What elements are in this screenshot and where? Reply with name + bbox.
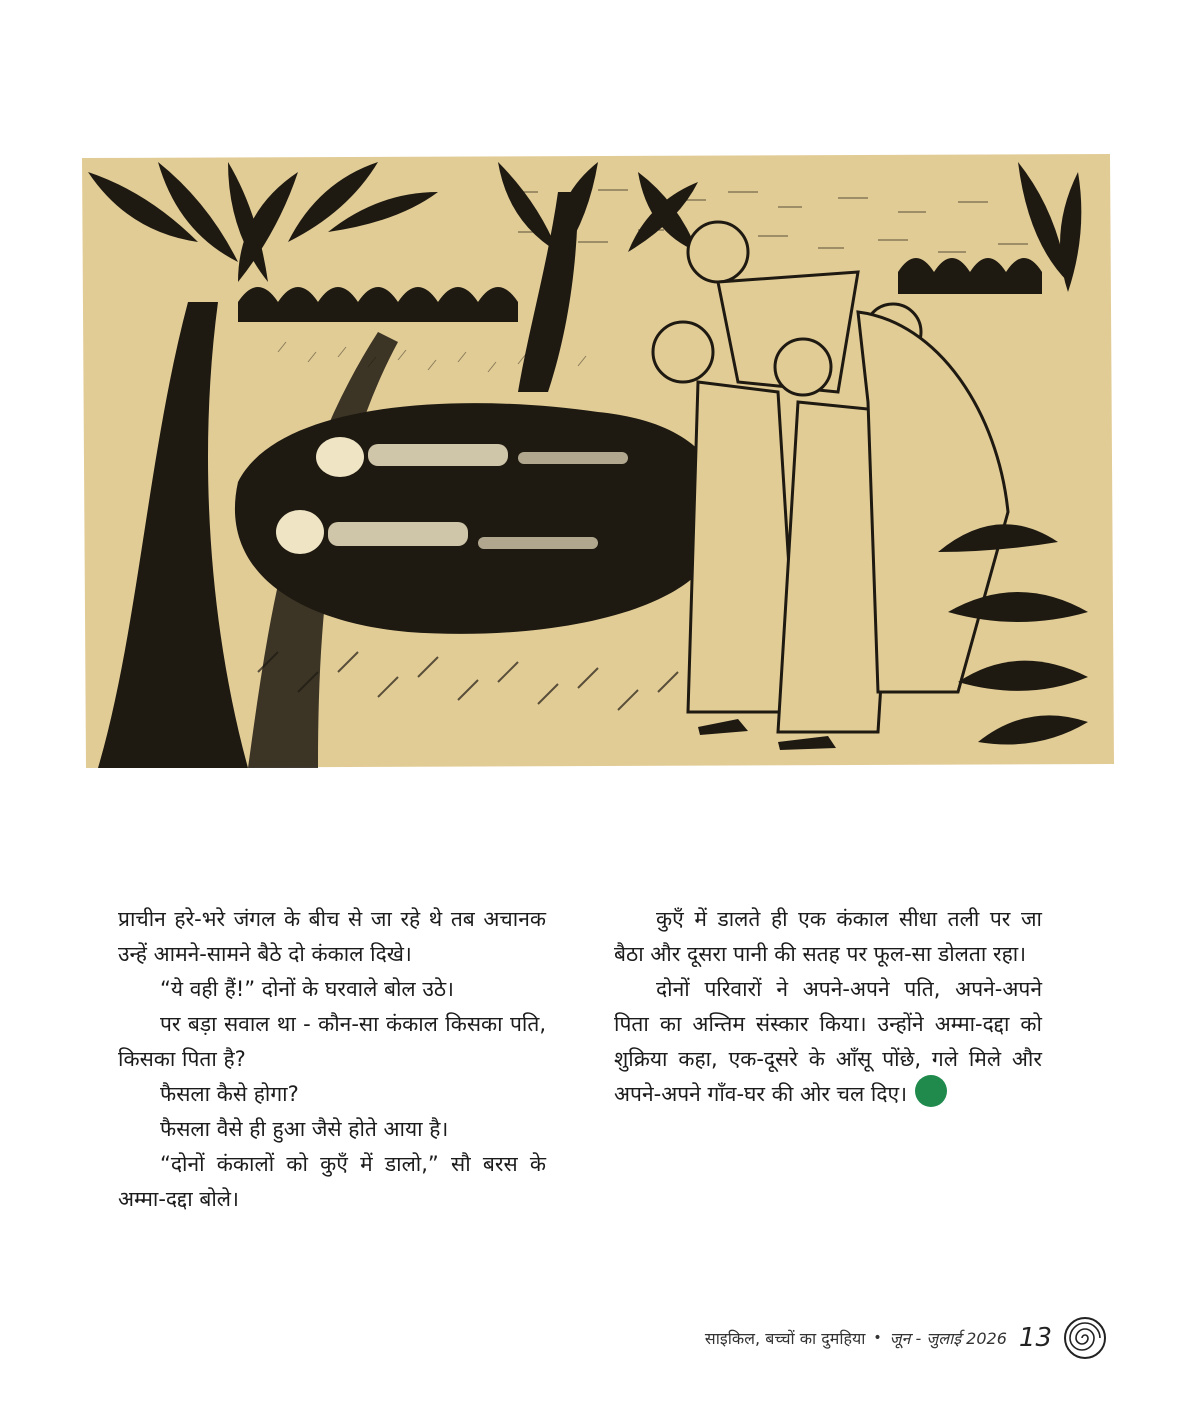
woodcut-forest-skeletons-illustration <box>78 152 1116 772</box>
story-text-right-column <box>614 902 1042 1112</box>
story-text-left-column <box>118 902 546 1217</box>
page-footer <box>705 1318 1108 1358</box>
paragraph: “ये वही हैं!” दोनों के घरवाले बोल उठे। <box>160 977 455 1001</box>
paragraph: कुएँ में डालते ही एक कंकाल सीधा तली पर जा बैठा और दूसरा पानी की सतह पर फूल-सा डोलता रहा। <box>614 907 1042 966</box>
paragraph: “दोनों कंकालों को कुएँ में डालो,” सौ बरस के अम्मा-दद्दा बोले। <box>118 1152 546 1211</box>
footer-separator: • <box>873 1330 882 1346</box>
paragraph: पर बड़ा सवाल था - कौन-सा कंकाल किसका पति, किसका पिता है? <box>118 1012 546 1071</box>
paragraph: फैसला कैसे होगा? <box>160 1082 299 1106</box>
spiral-logo-icon <box>1062 1315 1108 1361</box>
paragraph-text: दोनों परिवारों ने अपने-अपने पति, अपने-अपने पिता का अन्तिम संस्कार किया। उन्होंने अम्मा-दद्दा को शुक्रिया कहा, एक-दूसरे के आँसू पोंछे, गले मिले और अपने-अपने गाँव-घर की ओर चल दिए। <box>614 977 1042 1106</box>
page-number: 13 <box>1018 1323 1052 1353</box>
story-end-dot-icon <box>915 1075 947 1107</box>
paragraph: प्राचीन हरे-भरे जंगल के बीच से जा रहे थे तब अचानक उन्हें आमने-सामने बैठे दो कंकाल दिखे। <box>118 907 546 966</box>
paragraph: फैसला वैसे ही हुआ जैसे होते आया है। <box>160 1117 449 1141</box>
issue-date: जून - जुलाई 2026 <box>889 1329 1007 1348</box>
story-illustration <box>78 152 1116 772</box>
paragraph <box>614 972 1042 1112</box>
magazine-name: साइकिल, बच्चों का दुमहिया <box>704 1329 866 1348</box>
